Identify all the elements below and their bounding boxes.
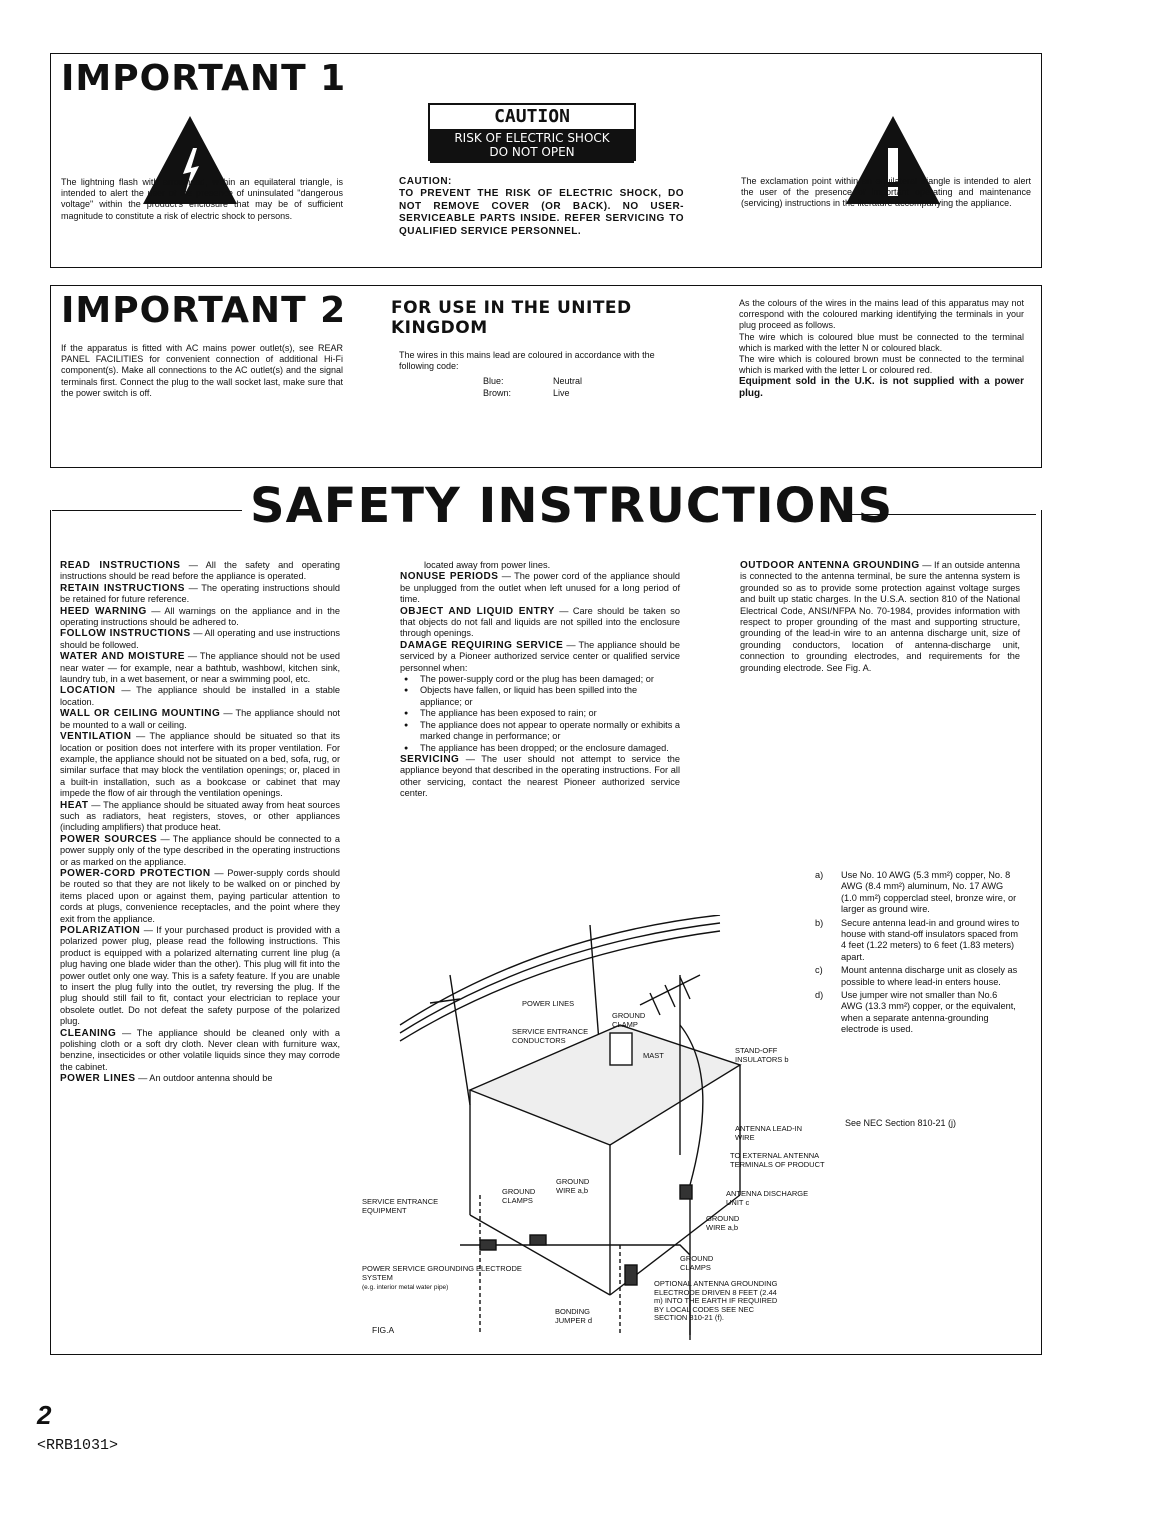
uk-right-bold: Equipment sold in the U.K. is not supplied with a power plug. (739, 376, 1024, 399)
safety-instruction-text: — Care should be taken so that objects do not fall and liquids are not spilled into the enclosure through openings. (400, 605, 680, 639)
grounding-note-key: d) (815, 990, 824, 1001)
safety-instruction-item (400, 640, 680, 674)
safety-instruction-item (400, 606, 680, 640)
label-mast: MAST (643, 1051, 664, 1060)
caution-text: TO PREVENT THE RISK OF ELECTRIC SHOCK, DO NOT REMOVE COVER (OR BACK). NO USER-SERVICEABLE PARTS INSIDE. REFER SERVICING TO QUALIFIED SERVICE PERSONNEL. (399, 188, 684, 237)
caution-banner (430, 129, 634, 163)
safety-instruction-item (60, 1073, 340, 1084)
safety-instruction-item (60, 685, 340, 708)
safety-instruction-heading: POWER SOURCES (60, 833, 158, 845)
safety-instruction-text: — The operating instructions should be retained for future reference. (60, 582, 340, 605)
grounding-note-text: Use jumper wire not smaller than No.6 AWG (13.3 mm²) copper, or the equivalent, when a separate antenna-grounding electrode is used. (841, 990, 1016, 1035)
grounding-note-key: a) (815, 870, 824, 880)
uk-right-p3: The wire which is coloured brown must be connected to the terminal which is marked with the letter L or coloured red. (739, 354, 1024, 376)
lightning-description: The lightning flash with arrowhead, within an equilateral triangle, is intended to alert the user of the presence of uninsulated "dangerous voltage" within the product's enclosure that may be of sufficient magnitude to constitute a risk of electric shock to persons. (61, 177, 343, 221)
uk-right-p2: The wire which is coloured blue must be connected to the terminal which is marked with the letter N or coloured black. (739, 331, 1024, 353)
label-ground-wire-1: GROUND WIRE a,b (556, 1177, 590, 1195)
safety-instruction-heading: READ INSTRUCTIONS (60, 560, 181, 571)
uk-right-p1: As the colours of the wires in the mains lead of this apparatus may not correspond with the coloured marking identifying the terminals in your plug proceed as follows. (739, 298, 1024, 331)
safety-title: SAFETY INSTRUCTIONS (250, 478, 894, 534)
safety-instruction-text: — The appliance should be installed in a stable location. (60, 685, 340, 707)
label-power-service: POWER SERVICE GROUNDING ELECTRODE SYSTEM (362, 1264, 522, 1282)
grounding-note-key: c) (815, 965, 823, 976)
safety-instruction-item (60, 560, 340, 583)
safety-instruction-heading: HEED WARNING (60, 605, 147, 617)
uk-right-column (739, 298, 1024, 399)
antenna-grounding-heading: OUTDOOR ANTENNA GROUNDING (740, 560, 920, 571)
safety-instruction-heading: POWER-CORD PROTECTION (60, 867, 211, 879)
label-ground-clamp: GROUND CLAMP (612, 1011, 646, 1029)
safety-instruction-heading: HEAT (60, 799, 89, 811)
label-optional-electrode: OPTIONAL ANTENNA GROUNDING ELECTRODE DRIVEN 8 FEET (2.44 m) INTO THE EARTH IF REQUIRED BY LOCAL CODES SEE NEC SECTION 810-21 (f). (654, 1279, 778, 1322)
label-power-service-note: (e.g. interior metal water pipe) (362, 1284, 449, 1291)
caution-banner-line-1: RISK OF ELECTRIC SHOCK (454, 131, 610, 145)
grounding-note-key: b) (815, 917, 824, 928)
safety-instruction-item (60, 708, 340, 731)
label-bonding-jumper: BONDING JUMPER d (555, 1307, 593, 1325)
antenna-grounding-item (740, 560, 1020, 674)
safety-instruction-item (60, 606, 340, 629)
safety-instruction-heading: POLARIZATION (60, 925, 141, 936)
safety-instruction-text: — Power-supply cords should be routed so that they are not likely to be walked on or pinched by items placed upon or against them, paying particular attention to cords at plugs, convenience receptacles, and the point where they exit from the appliance. (60, 867, 341, 924)
label-discharge-unit: ANTENNA DISCHARGE UNIT c (726, 1189, 809, 1207)
grounding-notes (815, 870, 1020, 1038)
safety-column-2 (400, 560, 680, 800)
damage-condition-bullet: ● The appliance has been exposed to rain; or (400, 708, 680, 719)
label-standoff-insulators: STAND-OFF INSULATORS b (735, 1046, 789, 1064)
grounding-note-text: Use No. 10 AWG (5.3 mm²) copper, No. 8 AWG (8.4 mm²) aluminum, No. 17 AWG (1.0 mm²) copperclad steel, bronze wire, or larger as ground wire. (841, 870, 1017, 915)
brown-label: Brown: (483, 388, 512, 398)
damage-condition-bullet: ● Objects have fallen, or liquid has been spilled into the appliance; or (400, 685, 680, 708)
safety-instruction-item (60, 731, 340, 799)
safety-instruction-heading: WATER AND MOISTURE (60, 651, 185, 663)
safety-column-3 (740, 560, 1020, 674)
safety-instruction-heading: POWER LINES (60, 1073, 136, 1085)
safety-instruction-text: — The appliance should be serviced by a Pioneer authorized service center or qualified service personnel when: (400, 639, 680, 673)
grounding-note-text: Secure antenna lead-in and ground wires to house with stand-off insulators spaced from 4 feet (1.22 meters) to 6 feet (1.83 meters) apart. (841, 917, 1020, 962)
safety-instruction-text: — The power cord of the appliance should be unplugged from the outlet when left unused for a long period of time. (400, 571, 680, 605)
label-power-lines: POWER LINES (522, 999, 575, 1008)
safety-column-1 (60, 560, 340, 1085)
important-1-box (50, 53, 1042, 268)
safety-instruction-item (60, 868, 340, 925)
safety-instruction-heading: LOCATION (60, 685, 116, 697)
damage-condition-bullet: ● The power-supply cord or the plug has been damaged; or (400, 674, 680, 685)
safety-instruction-item (60, 651, 340, 685)
caution-label: CAUTION (494, 106, 570, 127)
safety-instruction-text: — The appliance should be situated away from heat sources such as radiators, heat registers, stoves, or other appliances (including amplifiers) that produce heat. (60, 799, 340, 833)
notes-reference: See NEC Section 810-21 (j) (845, 1118, 957, 1128)
servicing-text: — The user should not attempt to service the appliance beyond that described in the operating instructions. For all other servicing, contact the nearest Pioneer authorized service center. (400, 753, 680, 799)
grounding-note (815, 965, 1020, 988)
safety-instruction-heading: CLEANING (60, 1027, 117, 1039)
safety-instruction-heading: NONUSE PERIODS (400, 571, 499, 583)
blue-value: Neutral (553, 376, 583, 386)
safety-instruction-text: — The appliance should be connected to a power supply only of the type described in the operating instructions or as marked on the appliance. (60, 833, 340, 867)
safety-instruction-text: — All operating and use instructions should be followed. (60, 628, 340, 650)
safety-instruction-text: — The appliance should be situated so that its location or position does not interfere with its proper ventilation. For example, the appliance should not be situated on a bed, sofa, rug, or similar surface that may block the ventilation openings; or, placed in a built-in installation, such as a bookcase or cabinet that may impede the flow of air through the ventilation openings. (60, 731, 340, 799)
important-1-title: IMPORTANT 1 (61, 58, 347, 99)
servicing-item (400, 754, 680, 800)
servicing-heading: SERVICING (400, 753, 460, 765)
safety-instruction-text: — The appliance should not be used near water — for example, near a bathtub, washbowl, kitchen sink, laundry tub, in a wet basement, or near a swimming pool, etc. (60, 651, 340, 685)
label-ground-clamps-1: GROUND CLAMPS (502, 1187, 536, 1205)
brown-value: Live (553, 388, 570, 398)
safety-instruction-text: — If your purchased product is provided with a polarized power plug, please read the following instructions. This product is equipped with a polarized alternating current line plug (a plug having one blade wider than the other). This plug will fit into the power outlet only one way. This is a safety feature. If you are unable to insert the plug fully into the outlet, try reversing the plug. If the plug should still fail to fit, contact your electrician to replace your obsolete outlet. Do not defeat the safety purpose of the polarized plug. (60, 925, 340, 1027)
safety-instruction-text: — The appliance should be cleaned only with a polishing cloth or a soft dry cloth. Never clean with furniture wax, benzine, insecticides or other volatile liquids since they may corrode the cabinet. (60, 1027, 340, 1072)
label-service-entrance-conductors: SERVICE ENTRANCE CONDUCTORS (512, 1027, 589, 1045)
safety-instruction-item (60, 1028, 340, 1074)
safety-instruction-text: — All the safety and operating instructions should be read before the appliance is operated. (60, 560, 341, 582)
damage-condition-bullet: ● The appliance does not appear to operate normally or exhibits a marked change in performance; or (400, 720, 680, 743)
safety-instruction-item (60, 834, 340, 868)
grounding-note (815, 918, 1020, 964)
label-external-terminals: TO EXTERNAL ANTENNA TERMINALS OF PRODUCT (730, 1151, 825, 1169)
label-ground-clamps-2: GROUND CLAMPS (680, 1254, 714, 1272)
label-lead-in-wire: ANTENNA LEAD-IN WIRE (735, 1124, 803, 1142)
document-code: <RRB1031> (37, 1437, 119, 1454)
label-ground-wire-2: GROUND WIRE a,b (706, 1214, 740, 1232)
grounding-note (815, 990, 1020, 1036)
safety-instruction-heading: FOLLOW INSTRUCTIONS (60, 628, 191, 640)
safety-instruction-heading: VENTILATION (60, 731, 132, 743)
caution-label-box (428, 103, 636, 161)
figure-caption: FIG.A (372, 1325, 395, 1335)
col2-lead: located away from power lines. (424, 560, 551, 570)
safety-instruction-heading: OBJECT AND LIQUID ENTRY (400, 605, 555, 617)
safety-instruction-item (60, 583, 340, 606)
grounding-note-text: Mount antenna discharge unit as closely as possible to where lead-in enters house. (841, 965, 1018, 987)
safety-instruction-item (400, 571, 680, 605)
blue-label: Blue: (483, 376, 504, 386)
safety-instruction-item (60, 628, 340, 651)
important-2-title: IMPORTANT 2 (61, 290, 347, 331)
caution-banner-line-2: DO NOT OPEN (489, 145, 575, 159)
safety-instruction-heading: WALL OR CEILING MOUNTING (60, 708, 221, 720)
uk-text: The wires in this mains lead are coloured in accordance with the following code: (399, 350, 655, 372)
uk-title: FOR USE IN THE UNITED KINGDOM (391, 298, 632, 338)
safety-instruction-item (60, 800, 340, 834)
grounding-note (815, 870, 1020, 916)
safety-instruction-text: — All warnings on the appliance and in the operating instructions should be adhered to. (60, 605, 340, 628)
safety-instruction-item (60, 925, 340, 1028)
antenna-grounding-text: — If an outside antenna is connected to the antenna terminal, be sure the antenna system is grounded so as to provide some protection against voltage surges and built up static charges. In the U.S.A. section 810 of the National Electrical Code, ANSI/NFPA No. 70-1984, provides information with respect to proper grounding of the mast and supporting structure, grounding of the lead-in wire to an antenna discharge unit, size of grounding conductors, location of antenna-discharge unit, connection to grounding electrodes, and requirements for the grounding electrode. See Fig. A. (740, 560, 1021, 673)
safety-instruction-heading: RETAIN INSTRUCTIONS (60, 582, 185, 594)
label-service-equipment: SERVICE ENTRANCE EQUIPMENT (362, 1197, 439, 1215)
safety-instruction-text: — An outdoor antenna should be (138, 1073, 273, 1084)
page-number: 2 (37, 1400, 52, 1430)
exclamation-description: The exclamation point within an equilateral triangle is intended to alert the user of the presence of important operating and maintenance (servicing) instructions in the literature accompanying the appliance. (741, 176, 1031, 209)
important-2-box (50, 285, 1042, 468)
caution-heading: CAUTION: (399, 176, 452, 187)
safety-instruction-heading: DAMAGE REQUIRING SERVICE (400, 639, 564, 651)
important-2-text: If the apparatus is fitted with AC mains power outlet(s), see REAR PANEL FACILITIES for convenient connection of additional Hi-Fi component(s). Make all connections to the AC outlet(s) and the signal terminals first. Connect the plug to the wall socket last, make sure that the power switch is off. (61, 343, 343, 398)
damage-condition-bullet: ● The appliance has been dropped; or the enclosure damaged. (400, 743, 680, 754)
safety-instruction-text: — The appliance should not be mounted to a wall or ceiling. (60, 708, 340, 730)
